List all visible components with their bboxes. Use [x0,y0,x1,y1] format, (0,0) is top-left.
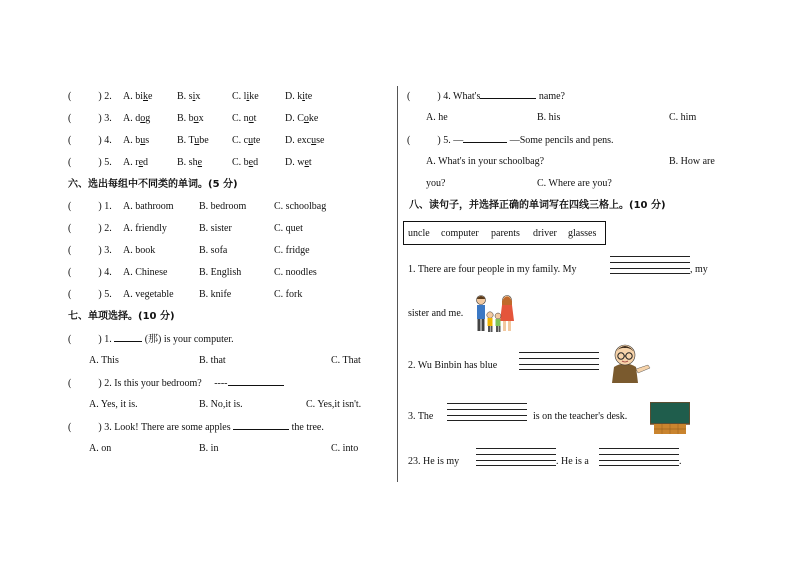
answer-blank[interactable] [233,421,289,430]
q6-item-number: ( ) 1. [68,201,112,212]
q6-option-b: B. bedroom [199,201,247,212]
q7-5-option-c: C. Where are you? [537,178,612,189]
s8-2-text: 2. Wu Binbin has blue [408,360,498,371]
four-line-grid[interactable] [519,352,599,370]
answer-blank[interactable] [228,377,284,386]
q5-option-c: C. not [232,113,257,124]
q5-item-number: ( ) 2. [68,91,112,102]
q7-1-option-b: B. that [199,355,226,366]
column-divider [397,86,398,482]
q7-2-option-b: B. No,it is. [199,399,243,410]
q5-item-number: ( ) 5. [68,157,112,168]
q6-option-c: C. noodles [274,267,317,278]
section6-title: 六、选出每组中不同类的单词。(5 分) [68,179,238,190]
q6-option-a: A. vegetable [123,289,174,300]
section7-title: 七、单项选择。(10 分) [68,311,175,322]
q5-option-b: B. six [177,91,201,102]
q6-option-a: A. book [123,245,156,256]
q6-option-b: B. sister [199,223,232,234]
s8-4-text: 23. He is my [408,456,460,467]
q5-option-c: C. cute [232,135,261,146]
word-uncle: uncle [408,228,430,239]
q5-option-b: B. box [177,113,204,124]
q5-option-d: D. Coke [285,113,319,124]
q7-1-option-a: A. This [89,355,119,366]
s8-1-text2: sister and me. [408,308,464,319]
four-line-grid[interactable] [599,448,679,466]
q6-option-a: A. bathroom [123,201,174,212]
q5-option-c: C. like [232,91,259,102]
word-glasses: glasses [568,228,597,239]
q7-3-stem: ( ) 3. Look! There are some apples the tree. [68,422,324,433]
q7-2-stem: ( ) 2. Is this your bedroom? ---- [68,377,284,389]
q7-5-option-a: A. What's in your schoolbag? [426,156,545,167]
four-line-grid[interactable] [476,448,556,466]
word-bank [403,221,606,245]
q5-item-number: ( ) 4. [68,135,112,146]
boy-glasses-picture [606,339,652,383]
q7-3-option-c: C. into [331,443,359,454]
q6-item-number: ( ) 4. [68,267,112,278]
q7-3-option-b: B. in [199,443,219,454]
q6-option-c: C. quet [274,223,303,234]
answer-blank[interactable] [114,333,142,342]
q7-1-option-c: C. That [331,355,361,366]
four-line-grid[interactable] [447,403,527,421]
q7-2-option-a: A. Yes, it is. [89,399,138,410]
q7-5-option-b: B. How are [669,156,715,167]
q5-option-d: D. kite [285,91,313,102]
q7-5-stem: ( ) 5. — —Some pencils and pens. [407,135,614,146]
word-computer: computer [441,228,479,239]
q6-item-number: ( ) 5. [68,289,112,300]
q5-option-a: A. bike [123,91,153,102]
q5-item-number: ( ) 3. [68,113,112,124]
word-parents: parents [491,228,520,239]
q7-2-option-c: C. Yes,it isn't. [306,399,362,410]
s8-4-period: . [679,456,682,467]
q5-option-b: B. she [177,157,203,168]
q6-option-a: A. Chinese [123,267,168,278]
q6-option-b: B. sofa [199,245,228,256]
blackboard-picture [650,402,690,436]
word-driver: driver [533,228,557,239]
s8-1-comma: , my [690,264,708,275]
q5-option-c: C. bed [232,157,259,168]
q7-1-stem: ( ) 1. (那) is your computer. [68,334,234,345]
q6-option-b: B. knife [199,289,232,300]
q6-option-c: C. fork [274,289,303,300]
q5-option-b: B. Tube [177,135,209,146]
s8-3-text2: is on the teacher's desk. [533,411,628,422]
q6-item-number: ( ) 2. [68,223,112,234]
four-line-grid[interactable] [610,256,690,274]
s8-1-text: 1. There are four people in my family. My [408,264,577,275]
q5-option-d: D. wet [285,157,312,168]
q7-3-option-a: A. on [89,443,112,454]
q7-4-option-b: B. his [537,112,561,123]
q7-5-option-b-cont: you? [426,178,446,189]
q5-option-a: A. bus [123,135,150,146]
q5-option-a: A. dog [123,113,151,124]
q6-option-a: A. friendly [123,223,167,234]
answer-blank[interactable] [480,90,536,99]
s8-4-text2: . He is a [556,456,589,467]
q5-option-d: D. excuse [285,135,325,146]
q7-4-stem: ( ) 4. What's name? [407,91,565,102]
q6-option-b: B. English [199,267,242,278]
s8-3-text: 3. The [408,411,434,422]
q6-option-c: C. schoolbag [274,201,327,212]
answer-blank[interactable] [463,134,507,143]
q5-option-a: A. red [123,157,149,168]
q6-option-c: C. fridge [274,245,310,256]
family-picture [471,293,517,335]
q7-4-option-c: C. him [669,112,697,123]
q6-item-number: ( ) 3. [68,245,112,256]
section8-title: 八、读句子，并选择正确的单词写在四线三格上。(10 分) [409,200,666,211]
q7-4-option-a: A. he [426,112,448,123]
